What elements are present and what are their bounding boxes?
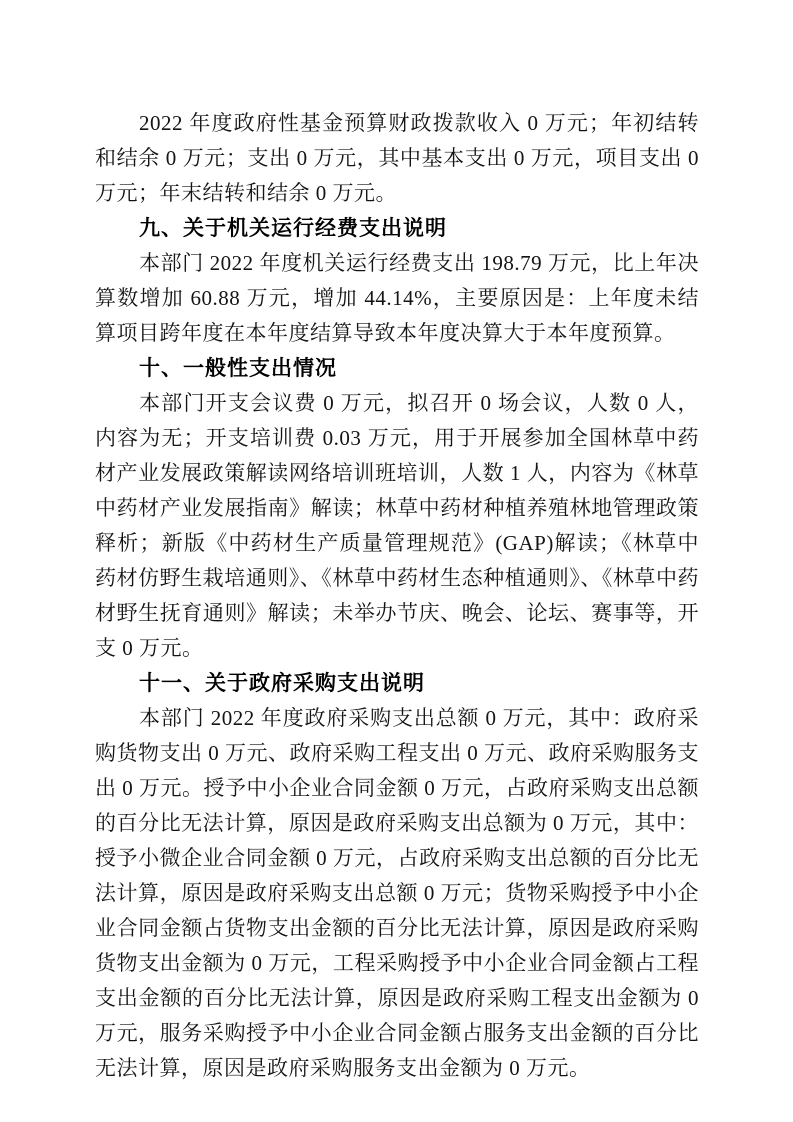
- heading-section-9-agency-operating-expense: 九、关于机关运行经费支出说明: [139, 217, 447, 240]
- paragraph-general-expenditure: 本部门开支会议费 0 万元，拟召开 0 场会议，人数 0 人，内容为无；开支培训费 0.03 万元，用于开展参加全国林草中药材产业发展政策解读网络培训班培训，人数 1 人，内容为《林草中药材产业发展指南》解读；林草中药材种植养殖林地管理政策释析；新版《中药材生产质量管理规范》(GAP)解读；《林草中药材仿野生栽培通则》、《林草中药材生态种植通则》、《林草中药材野生抚育通则》解读；未举办节庆、晚会、论坛、赛事等，开支 0 万元。: [95, 391, 699, 660]
- document-text-block: [95, 106, 699, 1086]
- paragraph-government-procurement: 本部门 2022 年度政府采购支出总额 0 万元，其中：政府采购货物支出 0 万元、政府采购工程支出 0 万元、政府采购服务支出 0 万元。授予中小企业合同金额 0 万元，占政府采购支出总额的百分比无法计算，原因是政府采购支出总额为 0 万元，其中：授予小微企业合同金额 0 万元，占政府采购支出总额的百分比无法计算，原因是政府采购支出总额 0 万元；货物采购授予中小企业合同金额占货物支出金额的百分比无法计算，原因是政府采购货物支出金额为 0 万元，工程采购授予中小企业合同金额占工程支出金额的百分比无法计算，原因是政府采购工程支出金额为 0 万元，服务采购授予中小企业合同金额占服务支出金额的百分比无法计算，原因是政府采购服务支出金额为 0 万元。: [95, 706, 699, 1080]
- paragraph-gov-fund-budget-summary: 2022 年度政府性基金预算财政拨款收入 0 万元；年初结转和结余 0 万元；支出 0 万元，其中基本支出 0 万元，项目支出 0 万元；年末结转和结余 0 万元。: [95, 111, 699, 205]
- heading-section-10-general-expenditure: 十、一般性支出情况: [139, 357, 337, 380]
- paragraph-agency-operating-expense: 本部门 2022 年度机关运行经费支出 198.79 万元，比上年决算数增加 60.88 万元，增加 44.14%，主要原因是：上年度未结算项目跨年度在本年度结算导致本年度决算大于本年度预算。: [95, 251, 699, 345]
- heading-section-11-government-procurement: 十一、关于政府采购支出说明: [139, 672, 425, 695]
